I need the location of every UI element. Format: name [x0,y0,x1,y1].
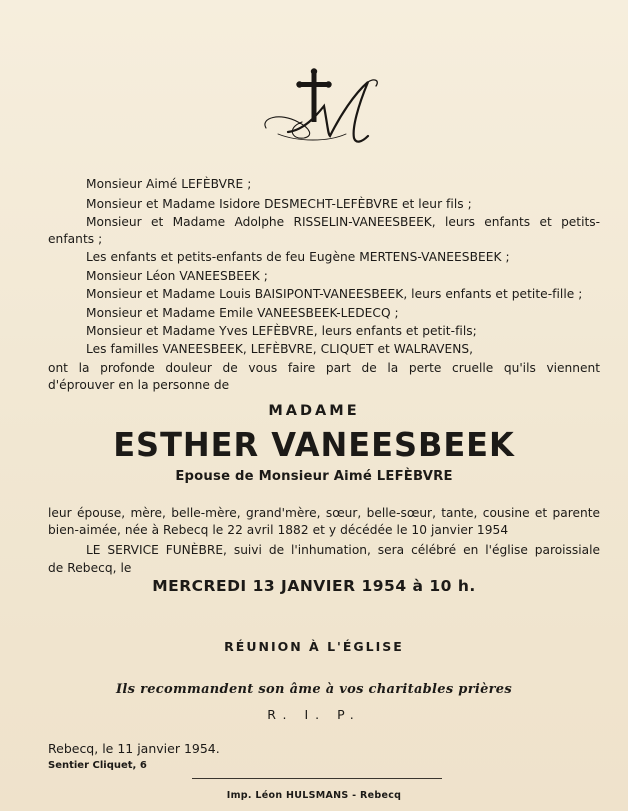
family-line-2: Monsieur et Madame Isidore DESMECHT-LEFÈBVRE et leur fils ; [86,197,472,211]
family-line-1: Monsieur Aimé LEFÈBVRE ; [86,177,252,191]
monogram-letter: M [258,72,259,73]
family-line-9: Les familles VANEESBEEK, LEFÈBVRE, CLIQUET et WALRAVENS, [86,342,474,356]
deceased-name: ESTHER VANEESBEEK [113,425,515,464]
service-date: MERCREDI 13 JANVIER 1954 à 10 h. [152,577,476,595]
deceased-spouse: Epouse de Monsieur Aimé LEFÈBVRE [175,469,453,484]
announcement-line-2: d'éprouver en la personne de [48,378,230,392]
family-line-8: Monsieur et Madame Yves LEFÈBVRE, leurs enfants et petit-fils; [86,324,477,338]
rip-text: R. I. P. [267,707,361,722]
family-line-7: Monsieur et Madame Emile VANEESBEEK-LEDECQ ; [86,306,399,320]
announcement-line-1: ont la profonde douleur de vous faire part de la perte cruelle qu'ils viennent [48,361,600,375]
deceased-title: MADAME [268,403,360,419]
details-line-3: LE SERVICE FUNÈBRE, suivi de l'inhumation, sera célébré en l'église paroissiale [86,543,600,557]
divider [192,778,442,779]
place-date: Rebecq, le 11 janvier 1954. [48,741,220,756]
details-line-4: de Rebecq, le [48,561,132,575]
monogram-ornament [258,72,390,148]
family-line-4: Les enfants et petits-enfants de feu Eugène MERTENS-VANEESBEEK ; [86,250,510,264]
details-line-1: leur épouse, mère, belle-mère, grand'mère, sœur, belle-sœur, tante, cousine et parente [48,506,600,520]
prayer-recommendation: Ils recommandent son âme à vos charitables prières [116,682,512,697]
family-line-6: Monsieur et Madame Louis BAISIPONT-VANEESBEEK, leurs enfants et petite-fille ; [86,287,583,301]
printer-credit: Imp. Léon HULSMANS - Rebecq [226,790,402,801]
family-line-3: Monsieur et Madame Adolphe RISSELIN-VANEESBEEK, leurs enfants et petits- [86,215,600,229]
family-line-3-cont: enfants ; [48,232,103,246]
family-line-5: Monsieur Léon VANEESBEEK ; [86,269,268,283]
meeting-notice: RÉUNION À L'ÉGLISE [224,639,404,654]
details-line-2: bien-aimée, née à Rebecq le 22 avril 1882 et y décédée le 10 janvier 1954 [48,523,509,537]
address: Sentier Cliquet, 6 [48,760,147,771]
